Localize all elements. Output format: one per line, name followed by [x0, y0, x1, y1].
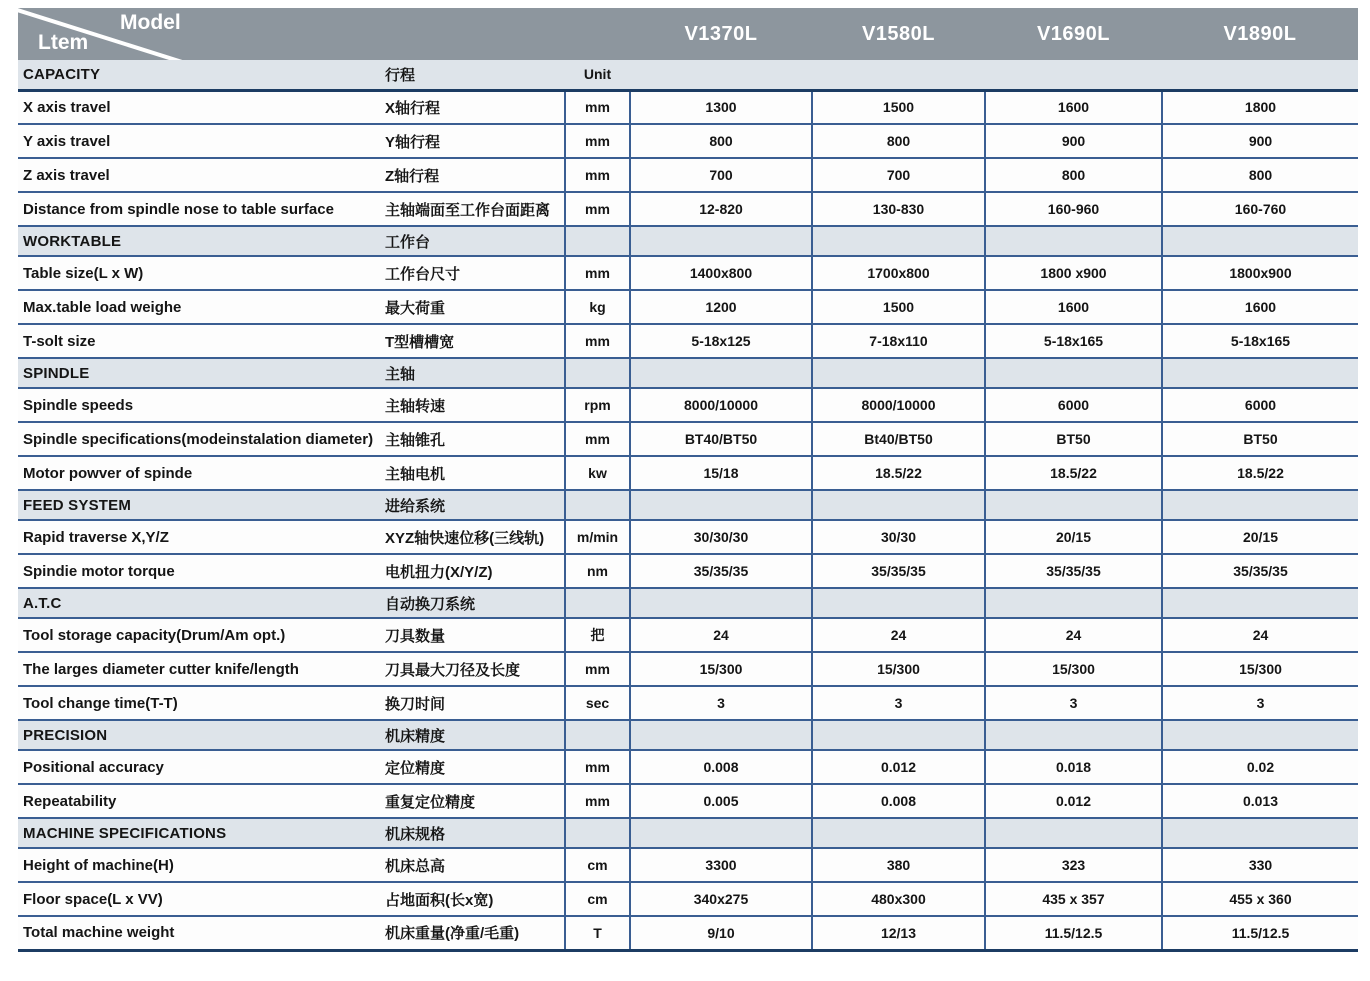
spec-name-en: The larges diameter cutter knife/length	[18, 652, 375, 686]
spec-name-en: Floor space(L x VV)	[18, 882, 375, 916]
table-row	[18, 588, 1358, 618]
machine-spec-table	[18, 8, 1358, 952]
spec-value: BT50	[1162, 422, 1358, 456]
spec-value: BT50	[985, 422, 1162, 456]
spec-value: 8000/10000	[630, 388, 812, 422]
table-row	[18, 456, 1358, 490]
spec-value: 18.5/22	[812, 456, 985, 490]
spec-value	[985, 490, 1162, 520]
spec-value: 380	[812, 848, 985, 882]
spec-value: 6000	[985, 388, 1162, 422]
table-row	[18, 158, 1358, 192]
spec-value: 323	[985, 848, 1162, 882]
spec-unit: cm	[565, 882, 630, 916]
spec-name-cn: 主轴端面至工作台面距离	[375, 192, 565, 226]
spec-value: 35/35/35	[630, 554, 812, 588]
spec-name-cn: 最大荷重	[375, 290, 565, 324]
model-column-header: V1580L	[812, 8, 985, 60]
spec-name-cn: 工作台尺寸	[375, 256, 565, 290]
spec-value	[985, 226, 1162, 256]
spec-value: 1600	[985, 90, 1162, 124]
spec-value: 480x300	[812, 882, 985, 916]
spec-name-en: PRECISION	[18, 720, 375, 750]
spec-name-cn: 进给系统	[375, 490, 565, 520]
spec-value: 6000	[1162, 388, 1358, 422]
spec-name-cn: 主轴	[375, 358, 565, 388]
spec-value	[630, 226, 812, 256]
spec-name-cn: T型槽槽宽	[375, 324, 565, 358]
spec-name-en: A.T.C	[18, 588, 375, 618]
table-row	[18, 324, 1358, 358]
table-row	[18, 520, 1358, 554]
spec-value: 700	[630, 158, 812, 192]
spec-unit	[565, 490, 630, 520]
spec-unit: mm	[565, 158, 630, 192]
spec-value: 800	[985, 158, 1162, 192]
spec-unit: T	[565, 916, 630, 950]
spec-unit: 把	[565, 618, 630, 652]
spec-value	[812, 60, 985, 90]
spec-name-cn: 电机扭力(X/Y/Z)	[375, 554, 565, 588]
spec-value: 24	[630, 618, 812, 652]
spec-value: 130-830	[812, 192, 985, 226]
corner-cell	[18, 8, 630, 60]
spec-name-cn: 刀具最大刀径及长度	[375, 652, 565, 686]
spec-unit	[565, 588, 630, 618]
spec-value: 5-18x125	[630, 324, 812, 358]
spec-unit	[565, 226, 630, 256]
spec-value: 340x275	[630, 882, 812, 916]
spec-unit	[565, 818, 630, 848]
spec-name-en: T-solt size	[18, 324, 375, 358]
spec-name-cn: 工作台	[375, 226, 565, 256]
spec-unit: kw	[565, 456, 630, 490]
spec-name-cn: 行程	[375, 60, 565, 90]
spec-table-body	[18, 60, 1358, 950]
table-row	[18, 882, 1358, 916]
spec-name-cn: 刀具数量	[375, 618, 565, 652]
spec-unit: mm	[565, 256, 630, 290]
spec-unit: m/min	[565, 520, 630, 554]
spec-value: 800	[812, 124, 985, 158]
spec-name-en: Height of machine(H)	[18, 848, 375, 882]
spec-value: 3300	[630, 848, 812, 882]
spec-value	[812, 358, 985, 388]
spec-name-cn: 机床精度	[375, 720, 565, 750]
spec-unit: mm	[565, 324, 630, 358]
spec-name-cn: 机床规格	[375, 818, 565, 848]
spec-name-en: Total machine weight	[18, 916, 375, 950]
spec-name-en: Z axis travel	[18, 158, 375, 192]
spec-value: 3	[812, 686, 985, 720]
spec-value	[812, 588, 985, 618]
spec-value: 35/35/35	[812, 554, 985, 588]
spec-name-en: Repeatability	[18, 784, 375, 818]
spec-name-en: Spindle speeds	[18, 388, 375, 422]
spec-name-en: Spindie motor torque	[18, 554, 375, 588]
spec-value	[630, 358, 812, 388]
table-row	[18, 422, 1358, 456]
spec-value: 11.5/12.5	[985, 916, 1162, 950]
spec-value	[985, 60, 1162, 90]
spec-unit	[565, 720, 630, 750]
spec-name-en: Positional accuracy	[18, 750, 375, 784]
spec-value: 30/30/30	[630, 520, 812, 554]
spec-value: 0.012	[985, 784, 1162, 818]
spec-value: 0.008	[812, 784, 985, 818]
spec-value: 1800	[1162, 90, 1358, 124]
spec-name-cn: XYZ轴快速位移(三线轨)	[375, 520, 565, 554]
spec-value	[630, 490, 812, 520]
spec-name-cn: 定位精度	[375, 750, 565, 784]
spec-value: 0.02	[1162, 750, 1358, 784]
table-row	[18, 256, 1358, 290]
spec-name-en: Spindle specifications(modeinstalation diameter)	[18, 422, 375, 456]
model-column-header: V1890L	[1162, 8, 1358, 60]
spec-name-en: WORKTABLE	[18, 226, 375, 256]
spec-name-cn: 占地面积(长x宽)	[375, 882, 565, 916]
spec-value: 1800x900	[1162, 256, 1358, 290]
spec-value: 800	[1162, 158, 1358, 192]
spec-value: Bt40/BT50	[812, 422, 985, 456]
spec-value: 8000/10000	[812, 388, 985, 422]
spec-value: 1200	[630, 290, 812, 324]
spec-name-en: Max.table load weighe	[18, 290, 375, 324]
spec-name-en: CAPACITY	[18, 60, 375, 90]
spec-name-en: Tool storage capacity(Drum/Am opt.)	[18, 618, 375, 652]
spec-unit: kg	[565, 290, 630, 324]
spec-unit: rpm	[565, 388, 630, 422]
table-row	[18, 618, 1358, 652]
spec-value: 1800 x900	[985, 256, 1162, 290]
spec-value: 18.5/22	[985, 456, 1162, 490]
table-row	[18, 750, 1358, 784]
spec-name-cn: 自动换刀系统	[375, 588, 565, 618]
spec-value: 24	[1162, 618, 1358, 652]
spec-value: 12/13	[812, 916, 985, 950]
spec-value: 15/300	[630, 652, 812, 686]
spec-name-cn: Y轴行程	[375, 124, 565, 158]
spec-value: 1400x800	[630, 256, 812, 290]
corner-item-label: Ltem	[38, 31, 89, 54]
spec-value: 7-18x110	[812, 324, 985, 358]
spec-value: 3	[1162, 686, 1358, 720]
spec-value: 20/15	[1162, 520, 1358, 554]
spec-name-en: X axis travel	[18, 90, 375, 124]
spec-value: 5-18x165	[985, 324, 1162, 358]
spec-value: 15/300	[985, 652, 1162, 686]
table-row	[18, 784, 1358, 818]
spec-name-en: MACHINE SPECIFICATIONS	[18, 818, 375, 848]
spec-value: 11.5/12.5	[1162, 916, 1358, 950]
spec-name-en: SPINDLE	[18, 358, 375, 388]
spec-value: 0.018	[985, 750, 1162, 784]
spec-unit: mm	[565, 784, 630, 818]
spec-value: 1500	[812, 90, 985, 124]
spec-unit: Unit	[565, 60, 630, 90]
spec-value: 0.013	[1162, 784, 1358, 818]
spec-name-cn: 换刀时间	[375, 686, 565, 720]
table-row	[18, 554, 1358, 588]
spec-value	[1162, 60, 1358, 90]
spec-unit: mm	[565, 124, 630, 158]
model-column-header: V1690L	[985, 8, 1162, 60]
spec-unit	[565, 358, 630, 388]
spec-name-cn: 主轴电机	[375, 456, 565, 490]
spec-value	[1162, 490, 1358, 520]
spec-name-cn: 主轴转速	[375, 388, 565, 422]
spec-value	[812, 490, 985, 520]
spec-value: 900	[985, 124, 1162, 158]
model-column-header: V1370L	[630, 8, 812, 60]
spec-value: 18.5/22	[1162, 456, 1358, 490]
spec-value: 5-18x165	[1162, 324, 1358, 358]
spec-value: 700	[812, 158, 985, 192]
table-row	[18, 720, 1358, 750]
spec-value	[630, 818, 812, 848]
spec-value: 3	[630, 686, 812, 720]
spec-name-en: Motor powver of spinde	[18, 456, 375, 490]
spec-value: 1700x800	[812, 256, 985, 290]
spec-value: 1600	[1162, 290, 1358, 324]
spec-value: 1600	[985, 290, 1162, 324]
spec-value: 1300	[630, 90, 812, 124]
spec-value: 35/35/35	[985, 554, 1162, 588]
table-row	[18, 388, 1358, 422]
spec-value	[1162, 226, 1358, 256]
spec-name-en: Rapid traverse X,Y/Z	[18, 520, 375, 554]
spec-unit: mm	[565, 192, 630, 226]
spec-value: 1500	[812, 290, 985, 324]
spec-value: BT40/BT50	[630, 422, 812, 456]
spec-unit: mm	[565, 90, 630, 124]
spec-value	[812, 720, 985, 750]
model-header-row	[18, 8, 1358, 60]
table-row	[18, 60, 1358, 90]
table-row	[18, 686, 1358, 720]
spec-value	[985, 720, 1162, 750]
spec-value: 455 x 360	[1162, 882, 1358, 916]
spec-value: 435 x 357	[985, 882, 1162, 916]
spec-value: 160-760	[1162, 192, 1358, 226]
spec-value: 35/35/35	[1162, 554, 1358, 588]
spec-value	[630, 588, 812, 618]
spec-value	[1162, 588, 1358, 618]
spec-value	[985, 588, 1162, 618]
table-row	[18, 652, 1358, 686]
table-row	[18, 490, 1358, 520]
table-row	[18, 90, 1358, 124]
spec-value	[630, 720, 812, 750]
table-row	[18, 226, 1358, 256]
spec-value: 900	[1162, 124, 1358, 158]
spec-value	[985, 818, 1162, 848]
spec-unit: mm	[565, 422, 630, 456]
spec-name-en: Y axis travel	[18, 124, 375, 158]
spec-value: 15/300	[1162, 652, 1358, 686]
spec-name-en: Tool change time(T-T)	[18, 686, 375, 720]
corner-model-label: Model	[120, 11, 181, 34]
spec-value: 9/10	[630, 916, 812, 950]
spec-value: 3	[985, 686, 1162, 720]
spec-value: 30/30	[812, 520, 985, 554]
spec-value: 24	[985, 618, 1162, 652]
table-row	[18, 818, 1358, 848]
spec-name-cn: Z轴行程	[375, 158, 565, 192]
spec-unit: mm	[565, 652, 630, 686]
table-row	[18, 124, 1358, 158]
spec-value	[1162, 358, 1358, 388]
spec-name-en: Distance from spindle nose to table surface	[18, 192, 375, 226]
table-row	[18, 916, 1358, 950]
spec-unit: nm	[565, 554, 630, 588]
table-row	[18, 290, 1358, 324]
spec-value	[985, 358, 1162, 388]
spec-value: 15/18	[630, 456, 812, 490]
spec-value: 160-960	[985, 192, 1162, 226]
spec-value: 800	[630, 124, 812, 158]
spec-unit: sec	[565, 686, 630, 720]
spec-value: 12-820	[630, 192, 812, 226]
spec-value: 0.012	[812, 750, 985, 784]
table-row	[18, 848, 1358, 882]
spec-name-cn: X轴行程	[375, 90, 565, 124]
spec-value: 0.008	[630, 750, 812, 784]
spec-name-en: FEED SYSTEM	[18, 490, 375, 520]
spec-value: 330	[1162, 848, 1358, 882]
spec-value	[630, 60, 812, 90]
table-row	[18, 358, 1358, 388]
spec-unit: mm	[565, 750, 630, 784]
spec-name-en: Table size(L x W)	[18, 256, 375, 290]
spec-name-cn: 机床总高	[375, 848, 565, 882]
spec-unit: cm	[565, 848, 630, 882]
spec-value: 24	[812, 618, 985, 652]
spec-value	[1162, 818, 1358, 848]
spec-value	[812, 818, 985, 848]
spec-name-cn: 主轴锥孔	[375, 422, 565, 456]
spec-value: 20/15	[985, 520, 1162, 554]
spec-name-cn: 重复定位精度	[375, 784, 565, 818]
spec-value	[1162, 720, 1358, 750]
spec-value	[812, 226, 985, 256]
table-row	[18, 192, 1358, 226]
spec-value: 0.005	[630, 784, 812, 818]
spec-name-cn: 机床重量(净重/毛重)	[375, 916, 565, 950]
spec-value: 15/300	[812, 652, 985, 686]
